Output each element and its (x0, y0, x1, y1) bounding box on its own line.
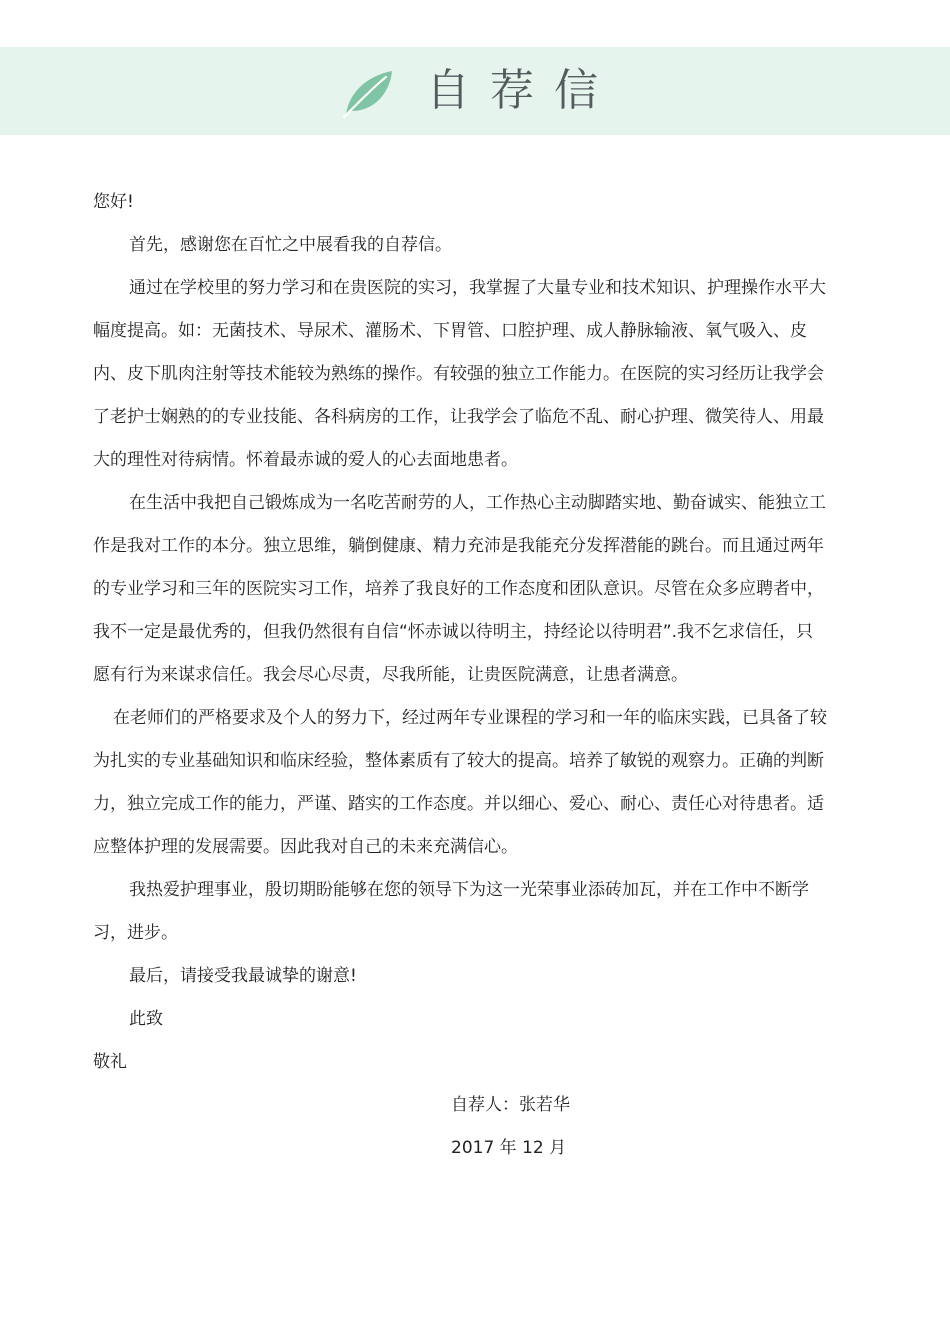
paragraph-line: 大的理性对待病情。怀着最赤诚的爱人的心去面地患者。 (93, 450, 518, 470)
paragraph-line: 的专业学习和三年的医院实习工作，培养了我良好的工作态度和团队意识。尽管在众多应聘者中， (93, 579, 824, 599)
paragraph-line: 应整体护理的发展需要。因此我对自己的未来充满信心。 (93, 837, 518, 857)
paragraph-line: 我热爱护理事业，殷切期盼能够在您的领导下为这一光荣事业添砖加瓦，并在工作中不断学 (129, 880, 809, 900)
leaf-icon (340, 67, 396, 119)
paragraph-line: 作是我对工作的本分。独立思维，躺倒健康、精力充沛是我能充分发挥潜能的跳台。而且通过两年 (93, 536, 824, 556)
paragraph-line: 内、皮下肌肉注射等技术能较为熟练的操作。有较强的独立工作能力。在医院的实习经历让我学会 (93, 364, 824, 384)
paragraph-line: 通过在学校里的努力学习和在贵医院的实习，我掌握了大量专业和技术知识、护理操作水平大 (129, 278, 826, 298)
paragraph-line: 力，独立完成工作的能力，严谨、踏实的工作态度。并以细心、爱心、耐心、责任心对待患者。适 (93, 794, 824, 814)
paragraph-line: 为扎实的专业基础知识和临床经验，整体素质有了较大的提高。培养了敏锐的观察力。正确的判断 (93, 751, 824, 771)
paragraph-line: 在生活中我把自己锻炼成为一名吃苦耐劳的人，工作热心主动脚踏实地、勤奋诚实、能独立工 (129, 493, 826, 513)
paragraph-line: 习，进步。 (93, 923, 178, 943)
greeting: 您好! (93, 192, 134, 212)
paragraph-line: 幅度提高。如：无菌技术、导尿术、灌肠术、下胃管、口腔护理、成人静脉输液、氧气吸入、皮 (93, 321, 807, 341)
paragraph-line: 最后，请接受我最诚挚的谢意! (129, 966, 357, 986)
header-banner (0, 47, 950, 135)
paragraph-line: 愿有行为来谋求信任。我会尽心尽责，尽我所能，让贵医院满意，让患者满意。 (93, 665, 688, 685)
paragraph-line: 我不一定是最优秀的，但我仍然很有自信“怀赤诚以待明主，持经论以待明君”.我不乞求信任，只 (93, 622, 814, 642)
paragraph-line: 首先，感谢您在百忙之中展看我的自荐信。 (129, 235, 452, 255)
letter-body (93, 181, 863, 1170)
paragraph-line: 了老护士娴熟的的专业技能、各科病房的工作，让我学会了临危不乱、耐心护理、微笑待人、用最 (93, 407, 824, 427)
page-title: 自荐信 (426, 65, 618, 116)
date: 2017 年 12 月 (451, 1138, 567, 1158)
closing-line: 敬礼 (93, 1052, 127, 1072)
signature: 自荐人：张若华 (451, 1095, 570, 1115)
paragraph-line: 在老师们的严格要求及个人的努力下，经过两年专业课程的学习和一年的临床实践，已具备了较 (113, 708, 827, 728)
closing-line: 此致 (129, 1009, 163, 1029)
